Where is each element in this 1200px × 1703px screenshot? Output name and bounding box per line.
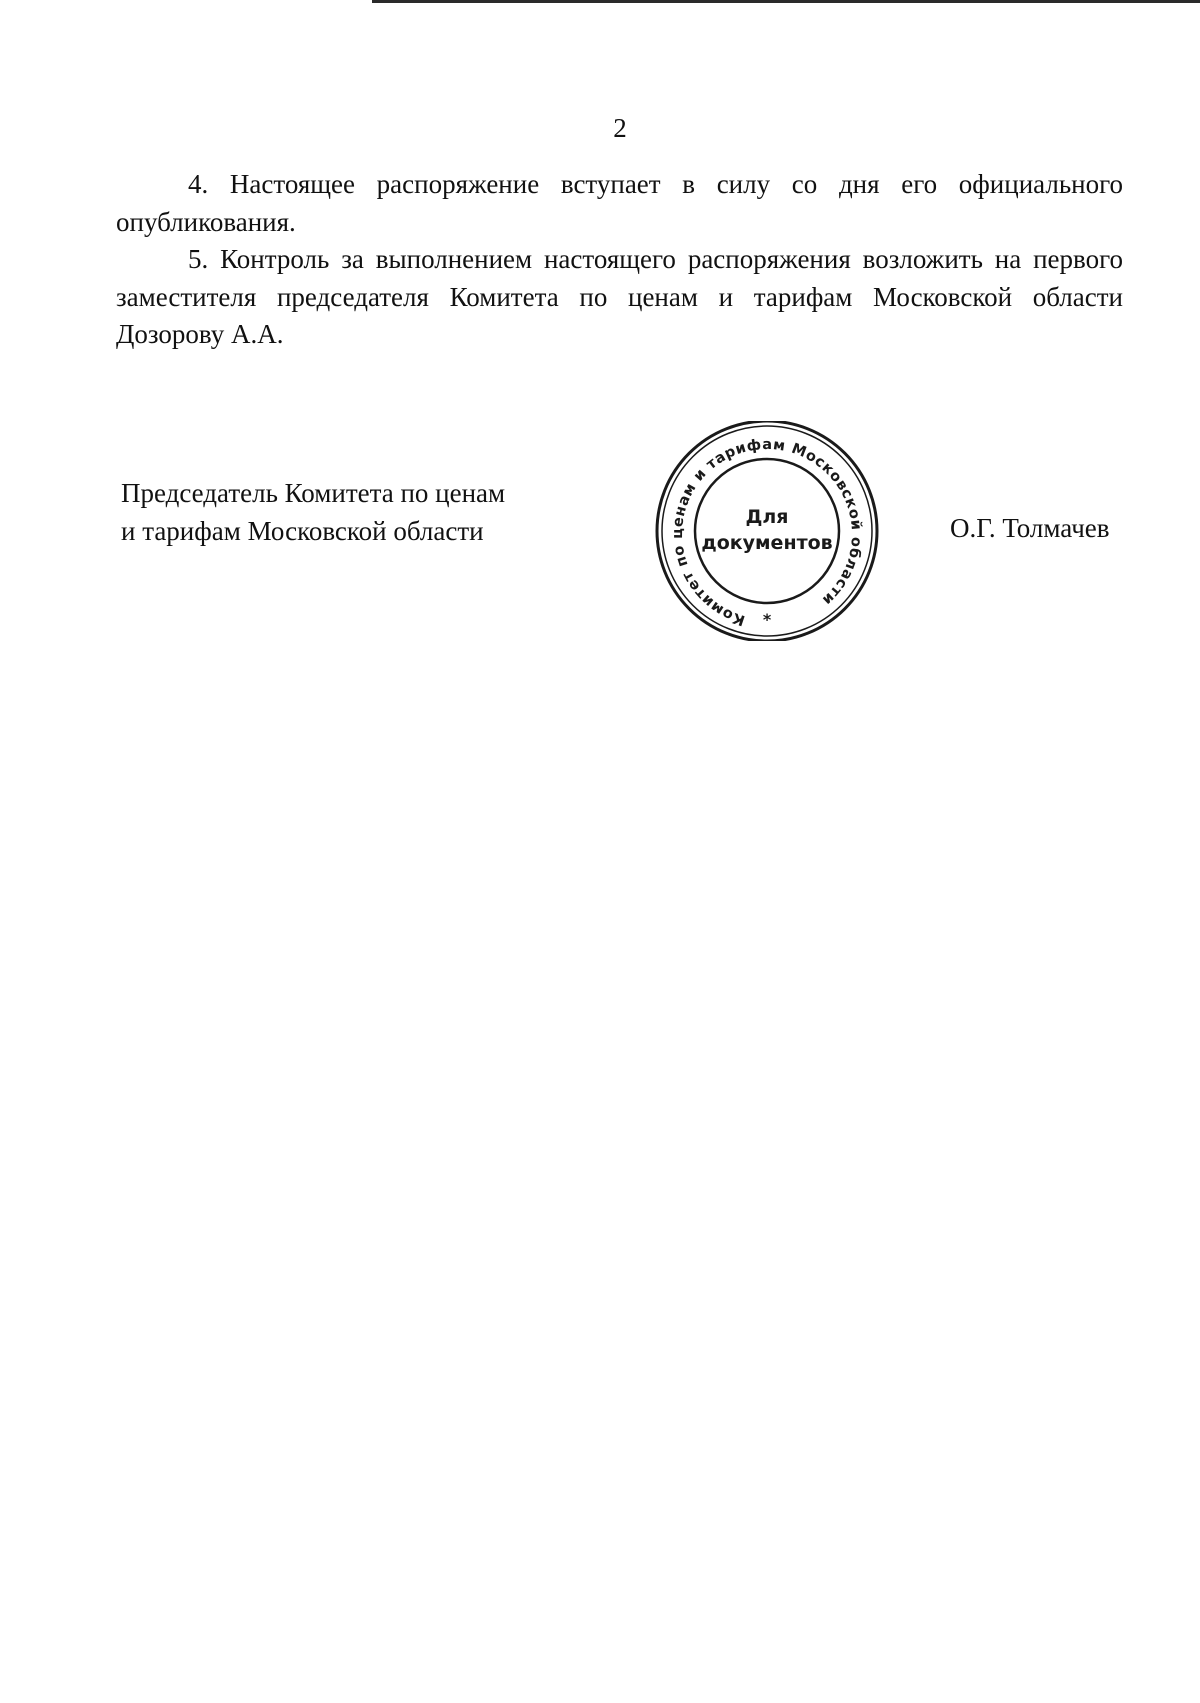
paragraph-5: 5. Контроль за выполнением настоящего распоряжения возложить на первого заместителя председателя Комитета по ценам и тарифам Московской области Дозорову А.А. [116,244,1123,349]
top-scan-edge [372,0,1200,3]
official-seal [652,421,882,641]
seal-center-line-2: документов [701,532,833,554]
page-number: 2 [613,113,627,143]
signatory-name: О.Г. Толмачев [950,513,1110,543]
seal-ring-text: Комитет по ценам и тарифам Московской области [669,436,865,628]
seal-star: * [762,610,772,629]
seal-center-line-1: Для [745,506,789,528]
signatory-title [121,475,505,550]
paragraph-4: 4. Настоящее распоряжение вступает в силу со дня его официального опубликования. [116,169,1123,237]
signatory-title-line-1: Председатель Комитета по ценам [121,478,506,508]
signatory-title-line-2: и тарифам Московской области [121,515,484,546]
document-body [116,166,1123,354]
